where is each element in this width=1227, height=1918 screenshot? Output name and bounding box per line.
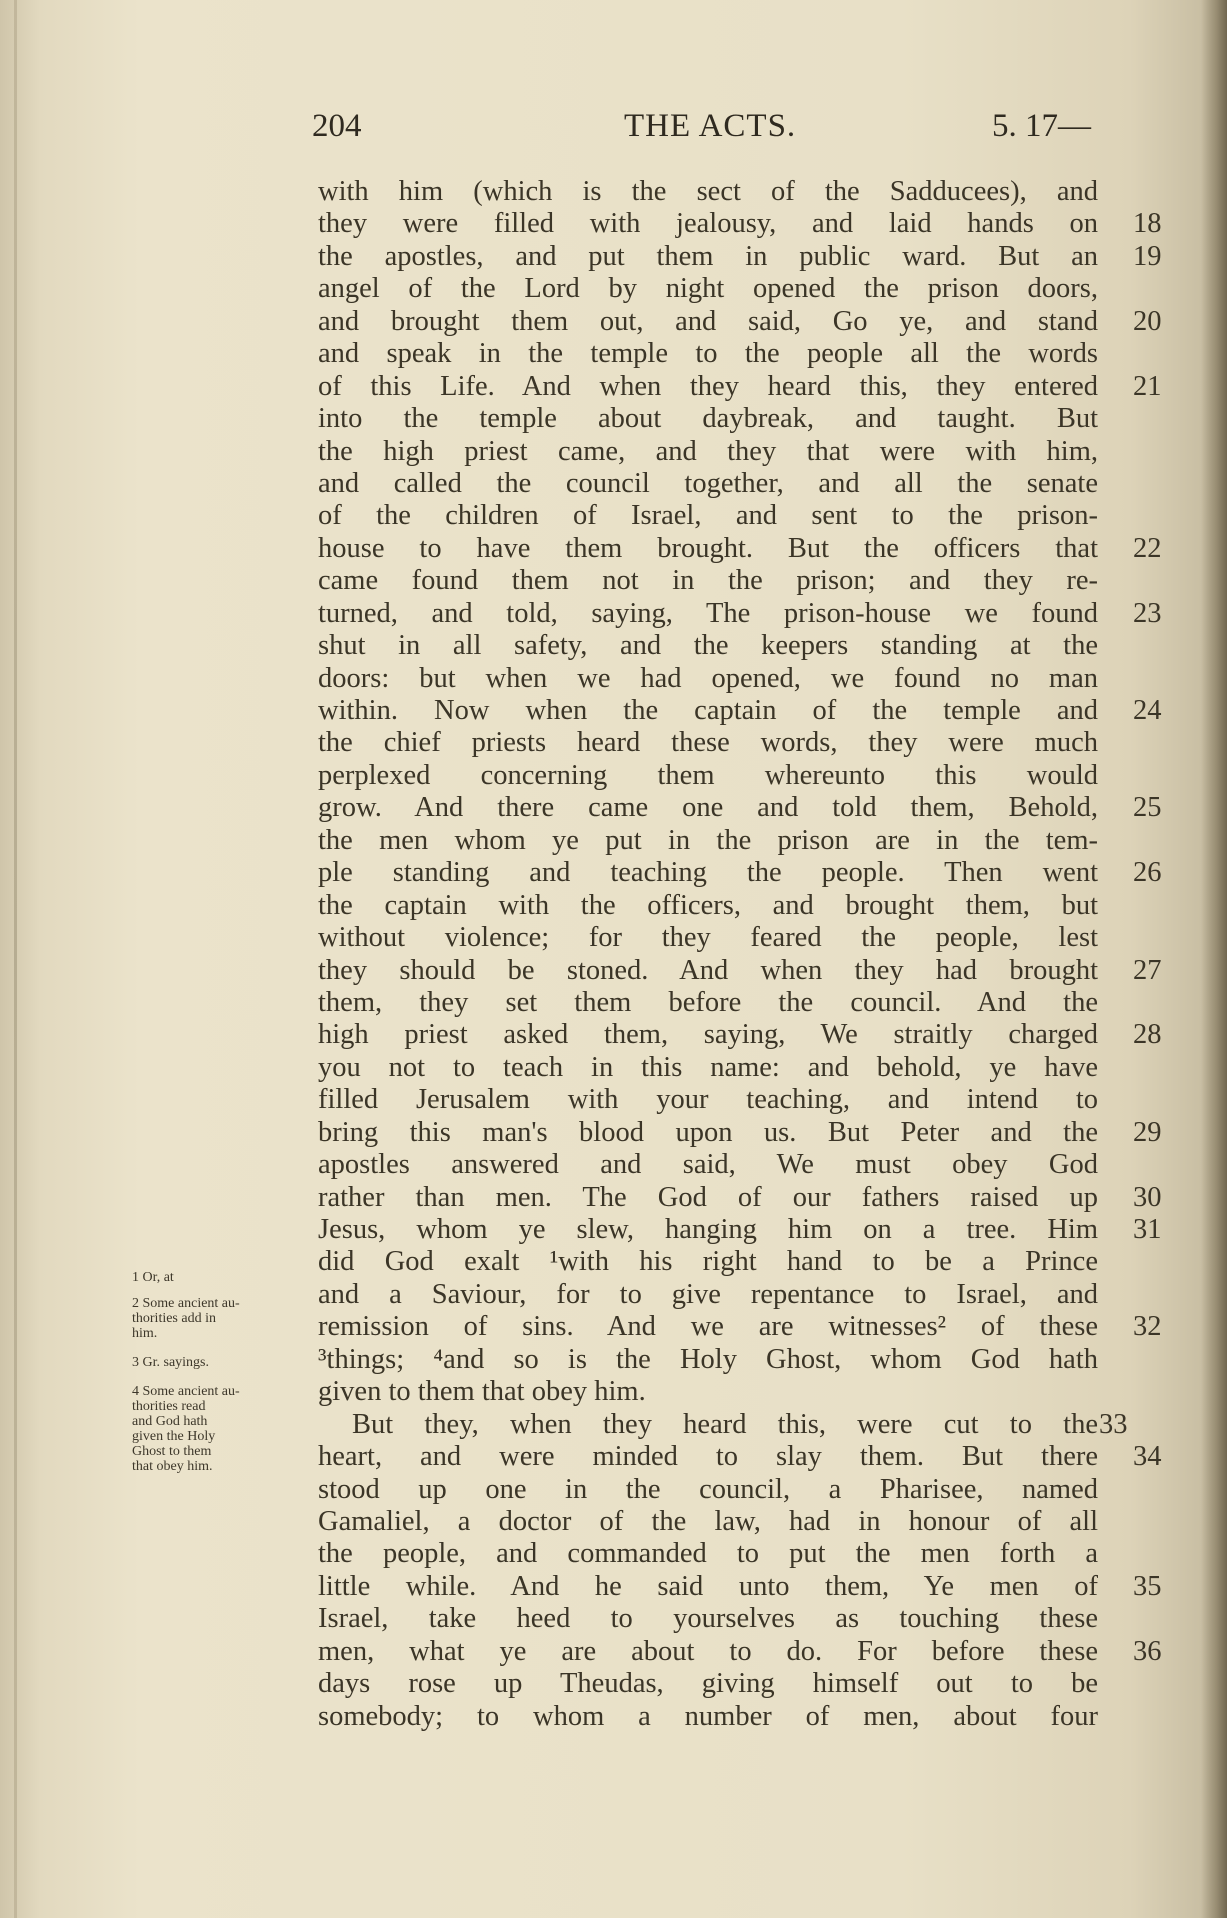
text-line (318, 565, 1098, 597)
margin-note-line: 2 Some ancient au- (132, 1296, 240, 1311)
text-line (318, 1538, 1098, 1570)
text-line (318, 338, 1098, 370)
text-line (318, 1116, 1162, 1149)
text-line-content: them, they set them before the council. And the (318, 986, 1098, 1018)
text-line (318, 695, 1162, 727)
text-line-content: doors: but when we had opened, we found no man (318, 662, 1098, 694)
text-line-content: But they, when they heard this, were cut to the (352, 1408, 1098, 1440)
text-line (318, 1506, 1098, 1538)
verse-number: 19 (1133, 240, 1162, 272)
text-line-content: they were filled with jealousy, and laid hands on (318, 208, 1098, 240)
text-line-content: the apostles, and put them in public ward. But an (318, 240, 1098, 272)
text-line-content: without violence; for they feared the people, lest (318, 922, 1098, 954)
text-line-content: rather than men. The God of our fathers raised up (318, 1181, 1098, 1213)
text-line (318, 1701, 1098, 1733)
text-line (318, 1279, 1098, 1311)
text-line-content: little while. And he said unto them, Ye men of (318, 1570, 1098, 1602)
text-line (318, 954, 1162, 987)
text-line-content: remission of sins. And we are witnesses² of these (318, 1311, 1098, 1343)
verse-number: 31 (1133, 1214, 1162, 1245)
verse-number: 33 (1099, 1408, 1128, 1440)
text-line (318, 436, 1098, 468)
text-line (318, 1408, 1128, 1441)
text-line-content: men, what ye are about to do. For before these (318, 1635, 1098, 1667)
text-line-content: angel of the Lord by night opened the prison doors, (318, 273, 1098, 305)
text-line-content: the chief priests heard these words, they were much (318, 727, 1098, 759)
verse-number: 36 (1133, 1635, 1162, 1667)
scripture-text (318, 176, 1162, 1733)
text-line (318, 532, 1162, 565)
text-line (318, 1668, 1098, 1700)
text-line (318, 370, 1162, 403)
text-line-content: Israel, take heed to yourselves as touching these (318, 1603, 1098, 1635)
text-line-content: and called the council together, and all the senate (318, 467, 1098, 499)
text-line-content: you not to teach in this name: and behold, ye have (318, 1051, 1098, 1083)
text-line-content: turned, and told, saying, The prison-house we found (318, 597, 1098, 629)
margin-note-line: 1 Or, at (132, 1270, 174, 1285)
text-line-content: given to them that obey him. (318, 1376, 646, 1408)
text-line-content: apostles answered and said, We must obey God (318, 1149, 1098, 1181)
text-line (318, 1441, 1162, 1473)
margin-note-line: him. (132, 1326, 158, 1341)
text-line-content: stood up one in the council, a Pharisee, named (318, 1473, 1098, 1505)
text-line (318, 987, 1098, 1019)
text-line (318, 273, 1098, 305)
margin-note-line: that obey him. (132, 1459, 213, 1474)
text-line-content: the captain with the officers, and brought them, but (318, 889, 1098, 921)
margin-note-line: Ghost to them (132, 1444, 212, 1459)
text-line-content: ple standing and teaching the people. Then went (318, 857, 1098, 889)
text-line-content: perplexed concerning them whereunto this would (318, 759, 1098, 791)
verse-number: 27 (1133, 954, 1162, 986)
text-line (318, 922, 1098, 954)
text-line (318, 825, 1098, 857)
margin-note-line: thorities add in (132, 1311, 216, 1326)
text-line (318, 208, 1162, 240)
text-line-content: the people, and commanded to put the men forth a (318, 1538, 1098, 1570)
text-line (318, 1246, 1098, 1278)
text-line (318, 1376, 1098, 1408)
verse-number: 30 (1133, 1181, 1162, 1213)
text-line-content: and speak in the temple to the people all the words (318, 338, 1098, 370)
text-line-content: ³things; ⁴and so is the Holy Ghost, whom God hath (318, 1343, 1098, 1375)
page-edge-shadow (1201, 0, 1227, 1918)
text-line (318, 1181, 1162, 1214)
text-line (318, 857, 1162, 889)
text-line-content: with him (which is the sect of the Sadducees), and (318, 176, 1098, 207)
text-line (318, 630, 1098, 662)
page-title: THE ACTS. (624, 108, 797, 144)
text-line (318, 1052, 1098, 1084)
margin-note-line: and God hath (132, 1414, 208, 1429)
text-line (318, 1344, 1098, 1376)
text-line-content: days rose up Theudas, giving himself out to be (318, 1668, 1098, 1700)
verse-number: 26 (1133, 857, 1162, 889)
verse-number: 28 (1133, 1019, 1162, 1051)
margin-note-line: 4 Some ancient au- (132, 1384, 240, 1399)
verse-number: 21 (1133, 370, 1162, 402)
margin-note (132, 1384, 322, 1474)
text-line-content: they should be stoned. And when they had brought (318, 954, 1098, 986)
margin-note-line: thorities read (132, 1399, 206, 1414)
text-line (318, 403, 1098, 435)
text-line (318, 468, 1098, 500)
text-line-content: did God exalt ¹with his right hand to be a Prince (318, 1246, 1098, 1278)
text-line-content: shut in all safety, and the keepers standing at the (318, 630, 1098, 662)
text-line (318, 1149, 1098, 1181)
text-line-content: Jesus, whom ye slew, hanging him on a tree. Him (318, 1214, 1098, 1245)
text-line (318, 1570, 1162, 1603)
text-line (318, 1214, 1162, 1246)
text-line-content: somebody; to whom a number of men, about four (318, 1700, 1098, 1732)
text-line-content: of the children of Israel, and sent to the prison- (318, 500, 1098, 532)
text-line-content: into the temple about daybreak, and taught. But (318, 403, 1098, 435)
text-line (318, 760, 1098, 792)
margin-note (132, 1355, 322, 1370)
verse-number: 35 (1133, 1570, 1162, 1602)
text-line-content: came found them not in the prison; and they re- (318, 565, 1098, 597)
text-line-content: high priest asked them, saying, We straitly charged (318, 1019, 1098, 1051)
text-line-content: the high priest came, and they that were with him, (318, 435, 1098, 467)
text-line-content: heart, and were minded to slay them. But there (318, 1441, 1098, 1473)
verse-number: 32 (1133, 1311, 1162, 1343)
text-line (318, 792, 1162, 824)
text-line (318, 240, 1162, 273)
text-line (318, 597, 1162, 630)
text-line-content: house to have them brought. But the officers that (318, 532, 1098, 564)
text-line (318, 1635, 1162, 1668)
text-line (318, 890, 1098, 922)
margin-note (132, 1270, 322, 1285)
text-line-content: and brought them out, and said, Go ye, and stand (318, 305, 1098, 337)
text-line (318, 1084, 1098, 1116)
text-line (318, 176, 1098, 208)
gutter-shadow (14, 0, 17, 1918)
verse-number: 22 (1133, 532, 1162, 564)
verse-number: 25 (1133, 792, 1162, 824)
text-line (318, 663, 1098, 695)
text-line (318, 1311, 1162, 1343)
margin-note-line: 3 Gr. sayings. (132, 1355, 209, 1370)
text-line (318, 1019, 1162, 1051)
text-line-content: filled Jerusalem with your teaching, and intend to (318, 1084, 1098, 1116)
text-line (318, 500, 1098, 532)
verse-number: 24 (1133, 695, 1162, 726)
text-line (318, 305, 1162, 338)
text-line-content: grow. And there came one and told them, Behold, (318, 792, 1098, 824)
running-header (0, 108, 1227, 148)
margin-note (132, 1296, 322, 1341)
text-line (318, 1474, 1098, 1506)
verse-number: 34 (1133, 1441, 1162, 1473)
text-line (318, 1603, 1098, 1635)
verse-number: 20 (1133, 305, 1162, 337)
chapter-verse-reference: 5. 17— (992, 108, 1091, 144)
text-line (318, 727, 1098, 759)
text-line-content: of this Life. And when they heard this, they entered (318, 370, 1098, 402)
text-line-content: the men whom ye put in the prison are in the tem- (318, 824, 1098, 856)
text-line-content: and a Saviour, for to give repentance to Israel, and (318, 1278, 1098, 1310)
text-line-content: bring this man's blood upon us. But Peter and the (318, 1116, 1098, 1148)
text-line-content: Gamaliel, a doctor of the law, had in honour of all (318, 1505, 1098, 1537)
text-line-content: within. Now when the captain of the temple and (318, 695, 1098, 726)
margin-note-line: given the Holy (132, 1429, 216, 1444)
verse-number: 23 (1133, 597, 1162, 629)
page-number: 204 (312, 108, 362, 144)
verse-number: 29 (1133, 1116, 1162, 1148)
verse-number: 18 (1133, 208, 1162, 240)
